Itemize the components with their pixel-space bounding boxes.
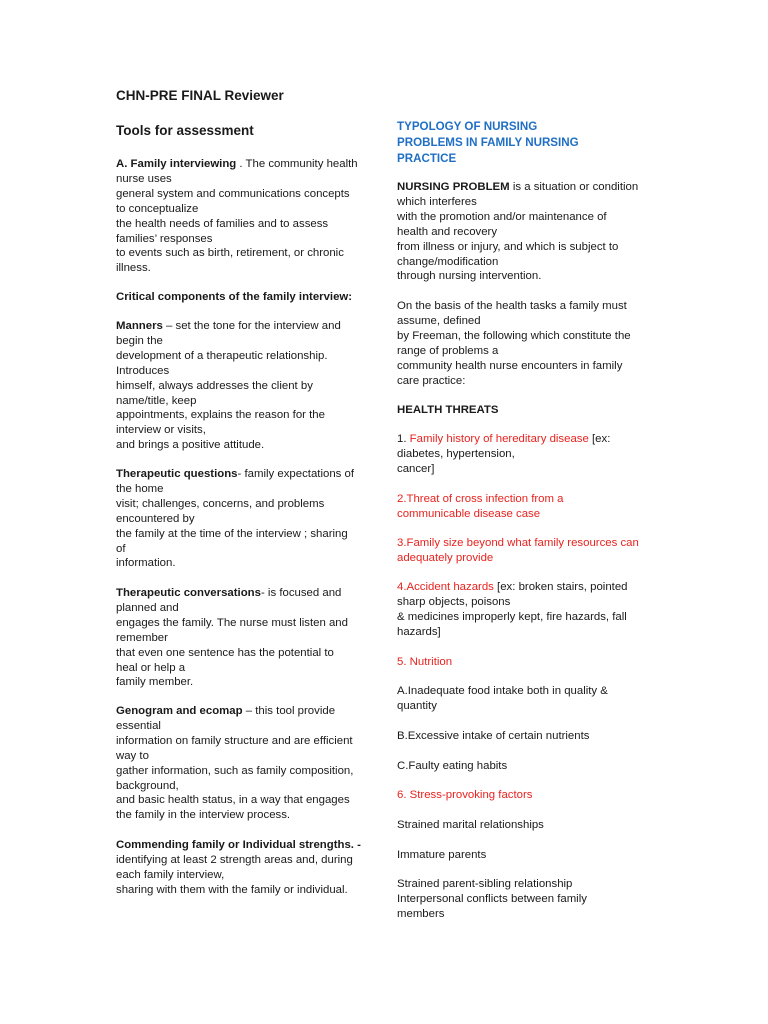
- therapeutic-questions-heading: Therapeutic questions: [116, 468, 238, 480]
- family-interviewing-heading: A. Family interviewing: [116, 158, 237, 170]
- threat-item-4: 4.Accident hazards [ex: broken stairs, pointed sharp objects, poisons & medicines improperly kept, fire hazards, fall hazards]: [397, 581, 628, 638]
- section-title: Tools for assessment: [116, 123, 254, 138]
- typology-heading: TYPOLOGY OF NURSING PROBLEMS IN FAMILY NURSING PRACTICE: [397, 120, 579, 165]
- threat-item-1-label: Family history of hereditary disease: [409, 433, 589, 445]
- stress-item-2: Immature parents: [397, 849, 487, 861]
- genogram-paragraph: Genogram and ecomap – this tool provide essential information on family structure and are efficient way to gather information, such as family composition, background, and basic health status, in a way that engages the family in the interview process.: [116, 705, 354, 822]
- family-interviewing-paragraph: A. Family interviewing . The community health nurse uses general system and communications concepts to conceptualize the health needs of families and to assess families’ responses to events such as birth, retirement, or chronic illness.: [116, 158, 358, 275]
- health-threats-heading: HEALTH THREATS: [397, 404, 499, 416]
- nutrition-c: C.Faulty eating habits: [397, 760, 508, 772]
- therapeutic-conversations-paragraph: Therapeutic conversations- is focused and planned and engages the family. The nurse must listen and remember that even one sentence has the potential to heal or help a family member.: [116, 587, 348, 689]
- nutrition-a: A.Inadequate food intake both in quality & quantity: [397, 685, 608, 712]
- threat-item-3: 3.Family size beyond what family resources can adequately provide: [397, 537, 639, 564]
- threat-item-2: 2.Threat of cross infection from a communicable disease case: [397, 493, 564, 520]
- therapeutic-conversations-heading: Therapeutic conversations: [116, 587, 261, 599]
- therapeutic-questions-paragraph: Therapeutic questions- family expectations of the home visit; challenges, concerns, and problems encountered by the family at the time of the interview ; sharing of information.: [116, 468, 355, 570]
- commending-heading: Commending family or Individual strengths.: [116, 839, 354, 851]
- stress-item-1: Strained marital relationships: [397, 819, 544, 831]
- manners-heading: Manners: [116, 320, 163, 332]
- critical-components-heading: Critical components of the family interview:: [116, 291, 353, 303]
- threat-item-6: 6. Stress-provoking factors: [397, 789, 533, 801]
- manners-paragraph: Manners – set the tone for the interview and begin the development of a therapeutic relationship. Introduces himself, always addresses the client by name/title, keep appointments, explains the reason for the interview or visits, and brings a positive attitude.: [116, 320, 341, 452]
- threat-item-1: 1. Family history of hereditary disease [ex: diabetes, hypertension, cancer]: [397, 433, 611, 475]
- threat-item-4-label: 4.Accident hazards: [397, 581, 494, 593]
- threat-item-5: 5. Nutrition: [397, 656, 453, 668]
- stress-item-3: Strained parent-sibling relationship Interpersonal conflicts between family members: [397, 878, 587, 920]
- nursing-problem-heading: NURSING PROBLEM: [397, 181, 510, 193]
- nursing-problem-paragraph: NURSING PROBLEM is a situation or condition which interferes with the promotion and/or maintenance of health and recovery from illness or injury, and which is subject to change/modification through nursing intervention.: [397, 181, 639, 283]
- nutrition-b: B.Excessive intake of certain nutrients: [397, 730, 590, 742]
- commending-paragraph: Commending family or Individual strengths. - identifying at least 2 strength areas and, during each family interview, sharing with them with the family or individual.: [116, 839, 361, 896]
- genogram-heading: Genogram and ecomap: [116, 705, 243, 717]
- freeman-basis-paragraph: On the basis of the health tasks a family must assume, defined by Freeman, the following which constitute the range of problems a community health nurse encounters in family care practice:: [397, 300, 631, 387]
- document-title: CHN-PRE FINAL Reviewer: [116, 88, 284, 103]
